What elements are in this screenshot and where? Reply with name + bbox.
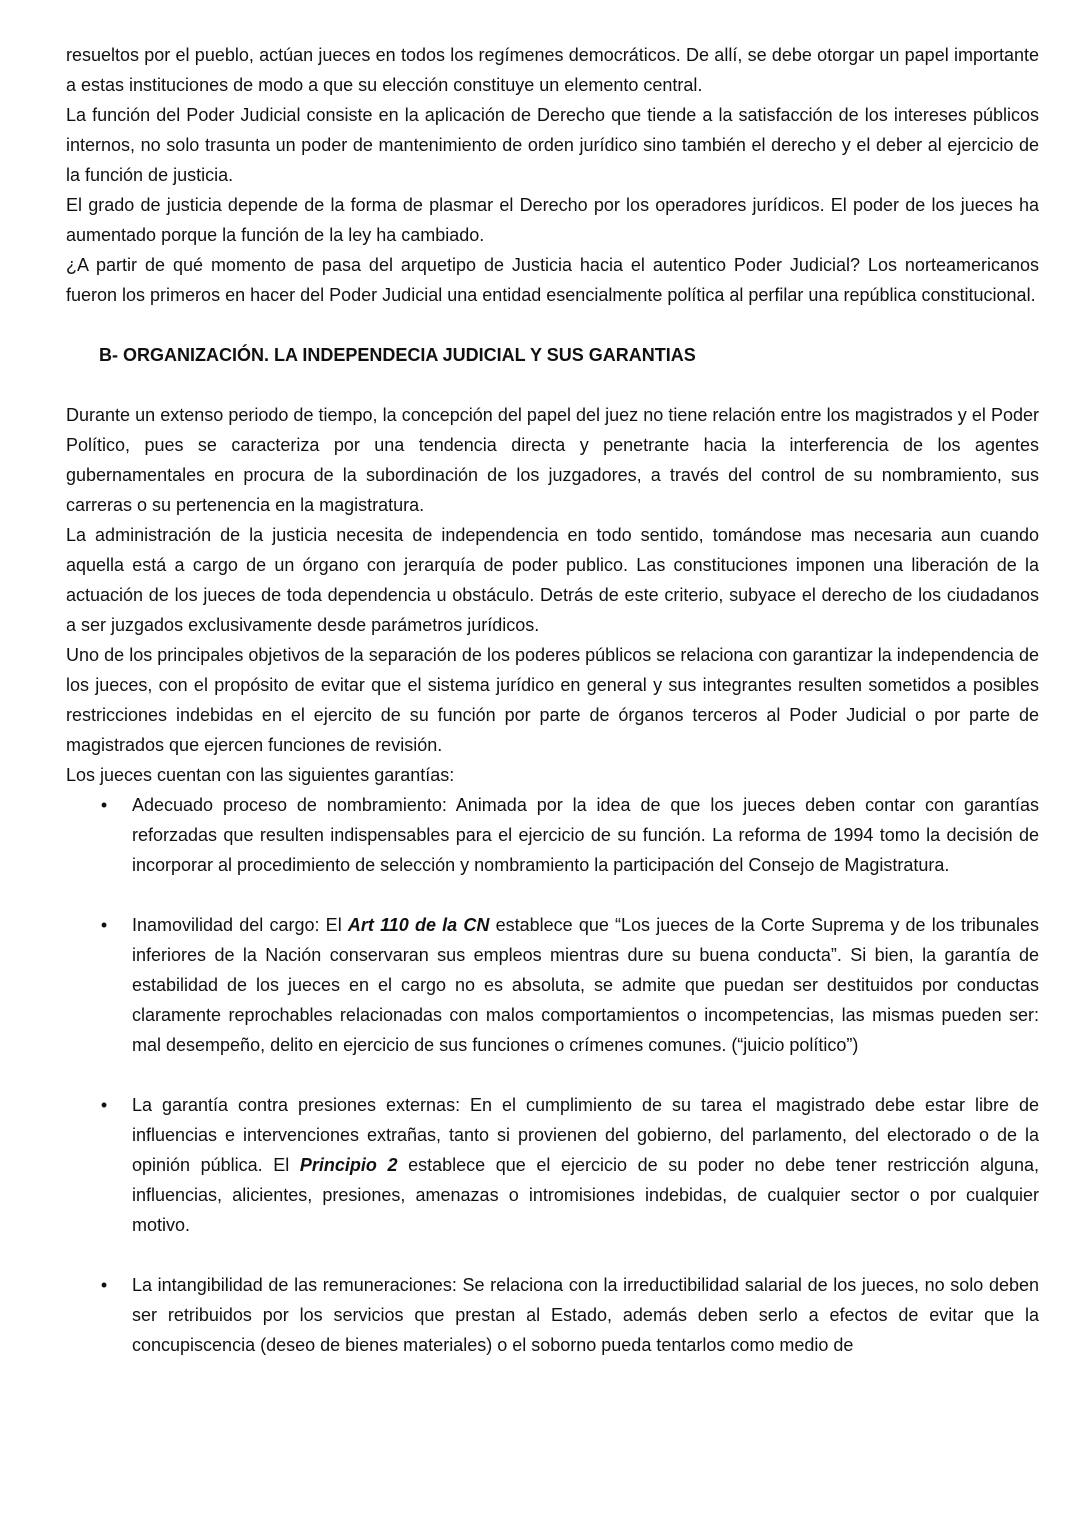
bullet-emphasis: Art 110 de la CN xyxy=(347,915,490,935)
intro-paragraph-2: La función del Poder Judicial consiste en la aplicación de Derecho que tiende a la satisfacción de los intereses públicos internos, no solo trasunta un poder de mantenimiento de orden jurídico sino también el derecho y el deber al ejercicio de la función de justicia. xyxy=(66,105,1039,185)
bullet-text-part: establece que el ejercicio de su poder no debe tener restricción alguna, influencias, alicientes, presiones, amenazas o intromisiones indebidas, de cualquier sector o por cualquier motivo. xyxy=(132,1155,1039,1235)
bullet-text-part: Inamovilidad del cargo: El xyxy=(132,915,348,935)
section-heading: B- ORGANIZACIÓN. LA INDEPENDECIA JUDICIAL Y SUS GARANTIAS xyxy=(99,345,696,365)
bullet-text-part: establece que “Los jueces de la Corte Suprema y de los tribunales inferiores de la Nación conservaran sus empleos mientras dure su buena conducta”. Si bien, la garantía de estabilidad de los jueces en el cargo no es absoluta, se admite que puedan ser destituidos por conductas claramente reprochables relacionadas con malos comportamientos o incompetencias, las mismas pueden ser: mal desempeño, delito en ejercicio de sus funciones o crímenes comunes. (“juicio político”) xyxy=(132,915,1039,1055)
list-item xyxy=(66,910,1039,1060)
intro-paragraph-1: resueltos por el pueblo, actúan jueces en todos los regímenes democráticos. De allí, se debe otorgar un papel importante a estas instituciones de modo a que su elección constituye un elemento central. xyxy=(66,45,1039,95)
bullet-text xyxy=(132,1090,1039,1240)
bullet-text xyxy=(132,910,1039,1060)
section-paragraph-3: Uno de los principales objetivos de la separación de los poderes públicos se relaciona con garantizar la independencia de los jueces, con el propósito de evitar que el sistema jurídico en general y sus integrantes resulten sometidos a posibles restricciones indebidas en el ejercito de su función por parte de órganos terceros al Poder Judicial o por parte de magistrados que ejercen funciones de revisión. xyxy=(66,645,1039,755)
bullet-icon: • xyxy=(100,795,108,815)
bullet-icon: • xyxy=(100,1095,108,1115)
list-item xyxy=(66,790,1039,880)
bullet-icon: • xyxy=(100,1275,108,1295)
bullet-text-part: La intangibilidad de las remuneraciones: Se relaciona con la irreductibilidad salarial de los jueces, no solo deben ser retribuidos por los servicios que prestan al Estado, además deben serlo a efectos de evitar que la concupiscencia (deseo de bienes materiales) o el soborno pueda tentarlos como medio de xyxy=(132,1275,1039,1355)
document-page xyxy=(66,40,1039,1360)
section-paragraph-4: Los jueces cuentan con las siguientes garantías: xyxy=(66,765,455,785)
section-paragraph-1: Durante un extenso periodo de tiempo, la concepción del papel del juez no tiene relación entre los magistrados y el Poder Político, pues se caracteriza por una tendencia directa y penetrante hacia la interferencia de los agentes gubernamentales en procura de la subordinación de los juzgadores, a través del control de su nombramiento, sus carreras o su pertenencia en la magistratura. xyxy=(66,405,1039,515)
bullet-icon: • xyxy=(100,915,108,935)
guarantees-list xyxy=(66,790,1039,1360)
bullet-text xyxy=(132,1270,1039,1360)
bullet-text-part: La garantía contra presiones externas: En el cumplimiento de su tarea el magistrado debe estar libre de influencias e intervenciones extrañas, tanto si provienen del gobierno, del parlamento, del electorado o de la opinión pública. El xyxy=(132,1095,1039,1175)
intro-paragraph-3: El grado de justicia depende de la forma de plasmar el Derecho por los operadores jurídicos. El poder de los jueces ha aumentado porque la función de la ley ha cambiado. xyxy=(66,195,1039,245)
bullet-emphasis: Principio 2 xyxy=(299,1155,398,1175)
list-item xyxy=(66,1090,1039,1240)
bullet-text-part: Adecuado proceso de nombramiento: Animada por la idea de que los jueces deben contar con garantías reforzadas que resulten indispensables para el ejercicio de su función. La reforma de 1994 tomo la decisión de incorporar al procedimiento de selección y nombramiento la participación del Consejo de Magistratura. xyxy=(132,795,1039,875)
section-paragraph-2: La administración de la justicia necesita de independencia en todo sentido, tomándose mas necesaria aun cuando aquella está a cargo de un órgano con jerarquía de poder publico. Las constituciones imponen una liberación de la actuación de los jueces de toda dependencia u obstáculo. Detrás de este criterio, subyace el derecho de los ciudadanos a ser juzgados exclusivamente desde parámetros jurídicos. xyxy=(66,525,1039,635)
list-item xyxy=(66,1270,1039,1360)
intro-paragraph-4: ¿A partir de qué momento de pasa del arquetipo de Justicia hacia el autentico Poder Judicial? Los norteamericanos fueron los primeros en hacer del Poder Judicial una entidad esencialmente política al perfilar una república constitucional. xyxy=(66,255,1039,305)
bullet-text xyxy=(132,790,1039,880)
